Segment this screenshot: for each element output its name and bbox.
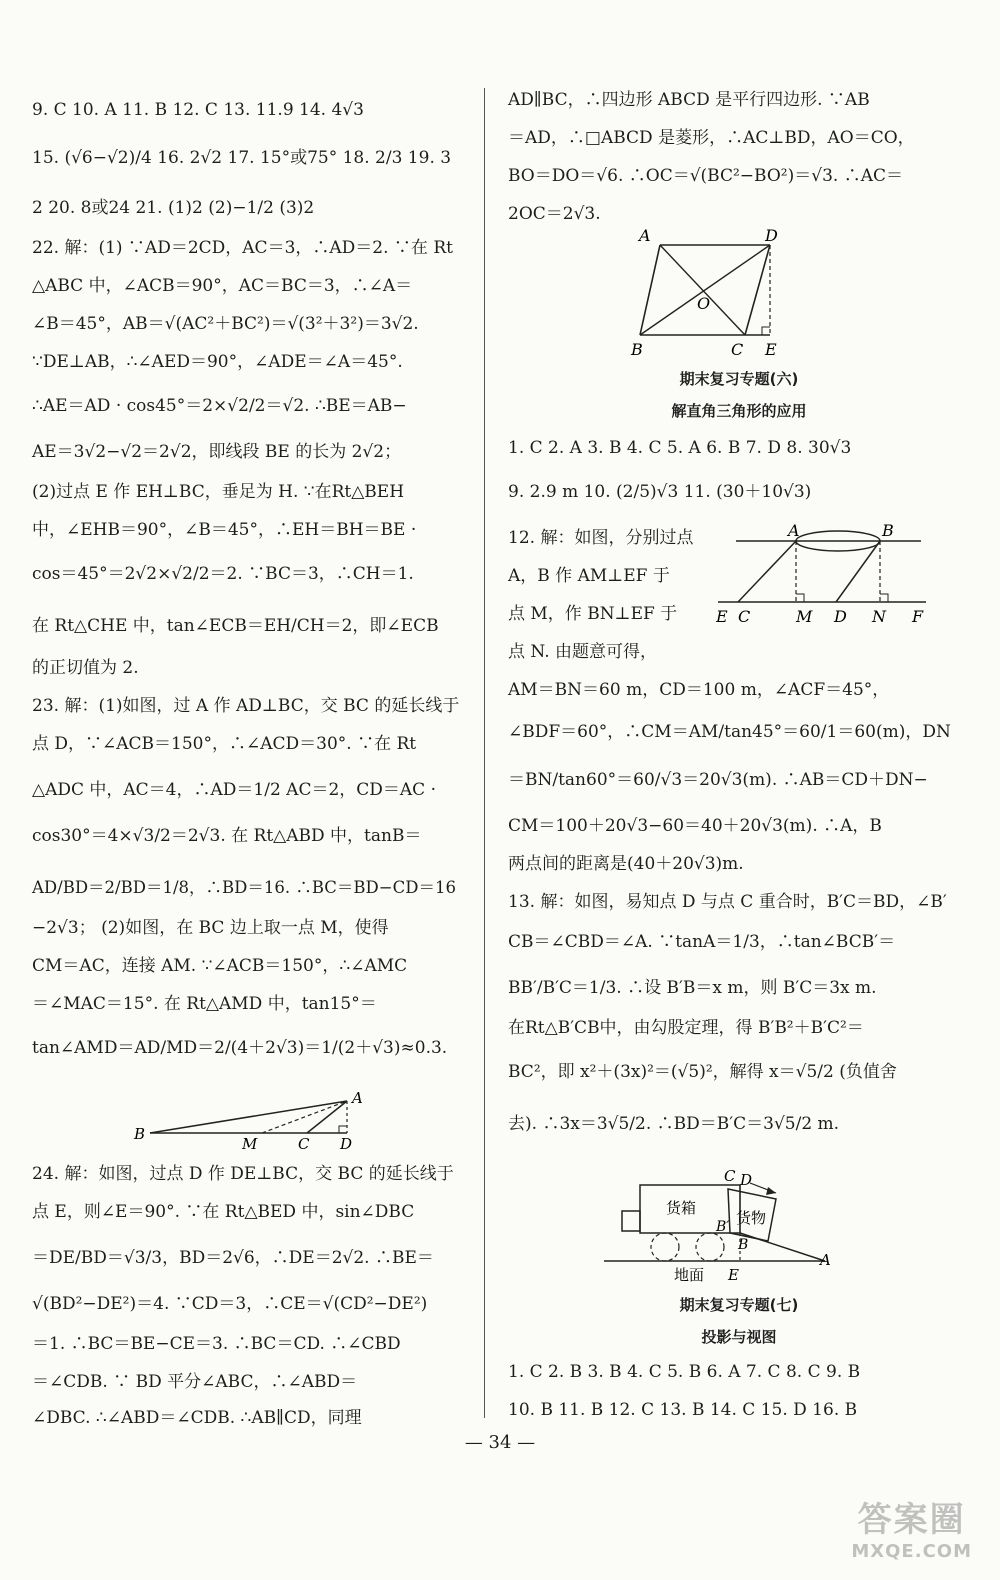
text-line: CM＝100＋20√3−60＝40＋20√3(m). ∴A，B xyxy=(508,816,882,836)
label-e: E xyxy=(728,1266,739,1284)
label-b: B xyxy=(631,340,643,359)
label-ground: 地面 xyxy=(674,1266,705,1284)
text-line: ＝DE/BD＝√3/3，BD＝2√6，∴DE＝2√2. ∴BE＝ xyxy=(32,1248,434,1268)
text-line: △ADC 中，AC＝4，∴AD＝1/2 AC＝2，CD＝AC · xyxy=(32,780,436,800)
text-line: ＝∠CDB. ∵ BD 平分∠ABC，∴∠ABD＝ xyxy=(32,1372,358,1392)
section-6-title: 期末复习专题(六) xyxy=(679,370,799,388)
label-a: A xyxy=(820,1251,831,1269)
text-line: ＝∠MAC＝15°. 在 Rt△AMD 中，tan15°＝ xyxy=(32,994,377,1014)
text-line: tan∠AMD＝AD/MD＝2/(4＋2√3)＝1/(2＋√3)≈0.3. xyxy=(32,1038,448,1058)
text-line: −2√3； (2)如图，在 BC 边上取一点 M，使得 xyxy=(32,918,389,938)
figure-23 xyxy=(132,1085,372,1155)
text-line: 1. C 2. B 3. B 4. C 5. B 6. A 7. C 8. C 9. B xyxy=(508,1362,861,1382)
text-line: 9. 2.9 m 10. (2/5)√3 11. (30＋10√3) xyxy=(508,482,812,502)
text-line: AD∥BC，∴四边形 ABCD 是平行四边形. ∵AB xyxy=(508,90,870,110)
text-line: cos30°＝4×√3/2＝2√3. 在 Rt△ABD 中，tanB＝ xyxy=(32,826,422,846)
text-line: AE＝3√2−√2＝2√2，即线段 BE 的长为 2√2； xyxy=(32,442,402,462)
label-n: N xyxy=(872,607,886,626)
text-line: △ABC 中，∠ACB＝90°，AC＝BC＝3，∴∠A＝ xyxy=(32,276,413,296)
label-box: 货箱 xyxy=(666,1199,697,1217)
label-m: M xyxy=(242,1135,258,1153)
text-line: ∠BDF＝60°，∴CM＝AM/tan45°＝60/1＝60(m)，DN xyxy=(508,722,951,742)
text-line: 点 E，则∠E＝90°. ∵在 Rt△BED 中，sin∠DBC xyxy=(32,1202,415,1222)
page-number: — 34 — xyxy=(464,1432,536,1453)
label-c: C xyxy=(724,1167,736,1185)
text-line: 两点间的距离是(40＋20√3)m. xyxy=(508,854,744,874)
text-line: 2 20. 8或24 21. (1)2 (2)−1/2 (3)2 xyxy=(32,198,315,218)
label-e: E xyxy=(716,607,728,626)
text-line: 15. (√6−√2)/4 16. 2√2 17. 15°或75° 18. 2/3 19. 3 xyxy=(32,148,452,168)
text-line: 9. C 10. A 11. B 12. C 13. 11.9 14. 4√3 xyxy=(32,100,364,120)
text-line: ＝AD，∴□ABCD 是菱形，∴AC⊥BD，AO＝CO， xyxy=(508,128,915,148)
watermark xyxy=(851,1492,972,1562)
text-line: ∠B＝45°，AB＝√(AC²＋BC²)＝√(3²＋3²)＝3√2. xyxy=(32,314,419,334)
column-divider xyxy=(484,88,485,1418)
text-line: 点 N. 由题意可得， xyxy=(508,642,657,662)
label-b: B xyxy=(134,1125,146,1143)
label-a: A xyxy=(788,521,800,540)
text-line: 的正切值为 2. xyxy=(32,658,139,678)
text-line: AD/BD＝2/BD＝1/8，∴BD＝16. ∴BC＝BD−CD＝16 xyxy=(32,878,456,897)
section-7-title: 期末复习专题(七) xyxy=(679,1296,799,1314)
label-a: A xyxy=(352,1089,363,1107)
text-line: BB′/B′C＝1/3. ∴设 B′B＝x m，则 B′C＝3x m. xyxy=(508,978,877,998)
figure-rhombus xyxy=(625,225,795,385)
label-c: C xyxy=(298,1135,310,1153)
text-line: 去). ∴3x＝3√5/2. ∴BD＝B′C＝3√5/2 m. xyxy=(508,1114,840,1134)
label-e: E xyxy=(765,340,777,359)
label-cargo: 货物 xyxy=(736,1209,767,1227)
label-f: F xyxy=(912,607,924,626)
label-d: D xyxy=(340,1135,353,1153)
label-d: D xyxy=(740,1171,753,1189)
label-o: O xyxy=(697,294,711,313)
text-line: A，B 作 AM⊥EF 于 xyxy=(508,566,670,586)
label-b-prime: B′ xyxy=(716,1219,730,1235)
label-d: D xyxy=(834,607,847,626)
label-a: A xyxy=(639,226,651,245)
section-6-subtitle: 解直角三角形的应用 xyxy=(671,402,807,420)
text-line: 13. 解：如图，易知点 D 与点 C 重合时，B′C＝BD，∠B′ xyxy=(508,892,947,912)
text-line: 12. 解：如图，分别过点 xyxy=(508,528,694,548)
label-c: C xyxy=(731,340,744,359)
text-line: CM＝AC，连接 AM. ∵∠ACB＝150°，∴∠AMC xyxy=(32,956,408,976)
watermark-top: 答案圈 xyxy=(857,1500,966,1540)
text-line: BO＝DO＝√6. ∴OC＝√(BC²−BO²)＝√3. ∴AC＝ xyxy=(508,166,903,186)
text-line: 点 D，∵∠ACB＝150°，∴∠ACD＝30°. ∵在 Rt xyxy=(32,734,417,754)
text-line: ＝1. ∴BC＝BE−CE＝3. ∴BC＝CD. ∴∠CBD xyxy=(32,1334,401,1354)
text-line: AM＝BN＝60 m，CD＝100 m，∠ACF＝45°， xyxy=(508,680,890,700)
text-line: cos＝45°＝2√2×√2/2＝2. ∵BC＝3，∴CH＝1. xyxy=(32,564,414,584)
figure-bridge xyxy=(716,520,936,630)
text-line: ∴AE＝AD · cos45°＝2×√2/2＝√2. ∴BE＝AB− xyxy=(32,396,407,416)
text-line: CB＝∠CBD＝∠A. ∵tanA＝1/3，∴tan∠BCB′＝ xyxy=(508,932,896,952)
text-line: √(BD²−DE²)＝4. ∵CD＝3，∴CE＝√(CD²−DE²) xyxy=(32,1294,428,1314)
text-line: 中，∠EHB＝90°，∠B＝45°，∴EH＝BH＝BE · xyxy=(32,520,417,540)
text-line: ∵DE⊥AB，∴∠AED＝90°，∠ADE＝∠A＝45°. xyxy=(32,352,403,372)
watermark-bottom: MXQE.COM xyxy=(851,1541,972,1562)
label-c: C xyxy=(738,607,751,626)
label-m: M xyxy=(796,607,813,626)
text-line: 24. 解：如图，过点 D 作 DE⊥BC，交 BC 的延长线于 xyxy=(32,1164,454,1184)
label-b: B xyxy=(738,1237,749,1253)
text-line: 在Rt△B′CB中，由勾股定理，得 B′B²＋B′C²＝ xyxy=(508,1018,864,1038)
text-line: 23. 解：(1)如图，过 A 作 AD⊥BC，交 BC 的延长线于 xyxy=(32,696,460,716)
figure-truck xyxy=(600,1165,840,1290)
text-line: 2OC＝2√3. xyxy=(508,204,601,224)
text-line: 在 Rt△CHE 中，tan∠ECB＝EH/CH＝2，即∠ECB xyxy=(32,616,439,636)
text-line: ∠DBC. ∴∠ABD＝∠CDB. ∴AB∥CD，同理 xyxy=(32,1408,362,1428)
text-line: 22. 解：(1) ∵AD＝2CD，AC＝3，∴AD＝2. ∵在 Rt xyxy=(32,238,453,258)
text-line: 点 M，作 BN⊥EF 于 xyxy=(508,604,678,624)
label-d: D xyxy=(765,226,778,245)
text-line: 1. C 2. A 3. B 4. C 5. A 6. B 7. D 8. 30√3 xyxy=(508,438,852,458)
text-line: ＝BN/tan60°＝60/√3＝20√3(m). ∴AB＝CD＋DN− xyxy=(508,770,928,790)
text-line: BC²，即 x²＋(3x)²＝(√5)²，解得 x＝√5/2 (负值舍 xyxy=(508,1062,897,1082)
label-b: B xyxy=(882,521,894,540)
text-line: (2)过点 E 作 EH⊥BC，垂足为 H. ∵在Rt△BEH xyxy=(32,482,405,502)
section-7-subtitle: 投影与视图 xyxy=(701,1328,777,1346)
text-line: 10. B 11. B 12. C 13. B 14. C 15. D 16. B xyxy=(508,1400,858,1420)
